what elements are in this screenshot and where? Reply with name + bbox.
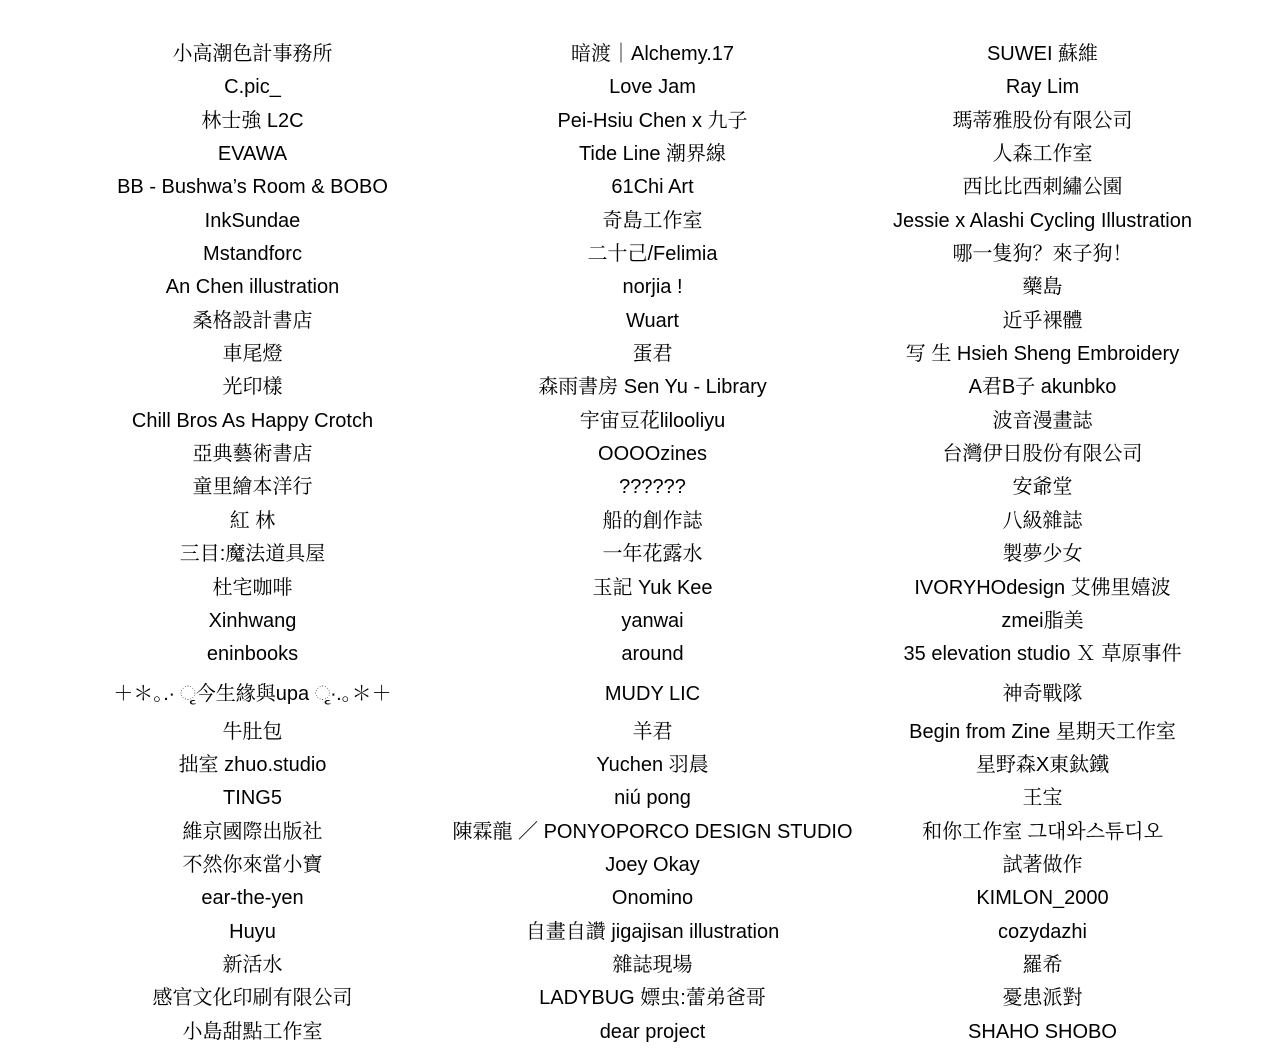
exhibitor-name: SHAHO SHOBO [968,1020,1117,1043]
exhibitor-name: 奇島工作室 [602,209,703,232]
exhibitor-name: 維京國際出版社 [182,820,323,843]
exhibitor-name: 自畫自讚 jigajisan illustration [525,920,780,943]
exhibitor-name: dear project [599,1020,706,1043]
exhibitor-name: InkSundae [204,209,301,232]
exhibitor-name: 試著做作 [1002,853,1083,876]
exhibitor-name: 雜誌現場 [612,953,693,976]
exhibitor-name: IVORYHOdesign 艾佛里嬉波 [914,576,1171,599]
exhibitor-name: Wuart [626,309,679,332]
exhibitor-name: 森雨書房 Sen Yu - Library [538,376,767,399]
exhibitor-name: TING5 [223,787,282,810]
exhibitor-name: 陳霖龍 ／ PONYOPORCO DESIGN STUDIO [452,820,853,843]
exhibitor-name: 小島甜點工作室 [182,1020,323,1043]
exhibitor-name: 蛋君 [632,343,673,366]
exhibitor-name: Pei-Hsiu Chen x 九子 [557,109,748,132]
exhibitor-name: 羅希 [1022,953,1063,976]
exhibitor-column-1 [80,38,425,1049]
exhibitor-name: 61Chi Art [611,176,694,199]
exhibitor-name: 桑格設計書店 [192,309,313,332]
exhibitor-name: 人森工作室 [992,143,1093,166]
exhibitor-name: 小高潮色計事務所 [172,43,333,65]
exhibitor-name: 星野森X東鈦鐵 [975,753,1110,776]
exhibitor-name: SUWEI 蘇維 [986,43,1099,65]
exhibitor-name: ear-the-yen [201,887,304,910]
exhibitor-name: 拙室 zhuo.studio [178,753,327,776]
exhibitor-name: 紅 林 [229,509,276,532]
exhibitor-name: 八級雜誌 [1002,509,1083,532]
exhibitor-name: BB - Bushwa’s Room & BOBO [117,176,388,199]
exhibitor-name: 安爺堂 [1012,476,1073,499]
exhibitor-name: Love Jam [609,76,696,99]
exhibitor-name: 童里繪本洋行 [192,476,313,499]
exhibitor-name: 林士強 L2C [201,109,304,132]
exhibitor-name: C.pic_ [224,76,281,99]
exhibitor-name: 一年花露水 [602,543,703,566]
exhibitor-name: ?????? [619,476,686,499]
exhibitor-name: 西比比西刺繡公園 [962,176,1123,199]
exhibitor-column-2 [440,38,865,1049]
exhibitor-name: 三目:魔法道具屋 [179,543,326,566]
exhibitor-name: Huyu [229,920,276,943]
exhibitor-name: Jessie x Alashi Cycling Illustration [892,209,1192,232]
exhibitor-name: Tide Line 潮界線 [578,143,727,166]
exhibitor-name: 新活水 [222,953,283,976]
exhibitor-name: niú pong [614,787,691,810]
exhibitor-name: 牛肚包 [222,720,283,743]
exhibitor-name: 近乎裸體 [1002,309,1083,332]
exhibitor-name: 感官文化印刷有限公司 [152,987,353,1010]
exhibitor-column-3 [870,38,1215,1049]
exhibitor-name: 製夢少女 [1002,543,1083,566]
exhibitor-name: norjia ! [622,276,683,299]
exhibitor-name: A君B子 akunbko [968,376,1117,399]
exhibitor-name: eninbooks [206,643,299,666]
exhibitor-name: Joey Okay [605,853,700,876]
exhibitor-name: cozydazhi [998,920,1087,943]
exhibitor-name: 羊君 [632,720,673,743]
exhibitor-name: 宇宙豆花lilooliyu [579,409,726,432]
exhibitor-name: EVAWA [217,143,288,166]
exhibitor-name: MUDY LIC [604,682,701,705]
exhibitor-name: 神奇戰隊 [1002,682,1083,705]
exhibitor-name: 不然你來當小寶 [182,853,323,876]
exhibitor-name: 暗渡｜Alchemy.17 [570,43,734,65]
exhibitor-name: 藥島 [1022,276,1063,299]
exhibitor-name: Begin from Zine 星期天工作室 [909,720,1176,743]
exhibitor-name: 瑪蒂雅股份有限公司 [952,109,1133,132]
exhibitor-name: 憂患派對 [1002,987,1083,1010]
exhibitor-name: Yuchen 羽晨 [596,753,709,776]
exhibitor-name: OOOOzines [598,443,707,466]
exhibitor-name: 亞典藝術書店 [192,443,313,466]
exhibitor-name: 杜宅咖啡 [212,576,293,599]
exhibitor-name: around [621,643,684,666]
exhibitor-name: Mstandforc [203,243,302,266]
exhibitor-name: Ray Lim [1005,76,1080,99]
exhibitor-name: LADYBUG 嫖虫:蕾弟爸哥 [539,987,766,1010]
exhibitor-name: 哪一隻狗？來子狗！ [952,243,1133,266]
exhibitor-name: 台灣伊日股份有限公司 [942,443,1143,466]
exhibitor-name: 二十己/Felimia [587,243,718,266]
exhibitor-name: 玉記 Yuk Kee [592,576,713,599]
exhibitor-name: 波音漫畫誌 [992,409,1093,432]
exhibitor-name: 35 elevation studio Ｘ 草原事件 [903,643,1182,666]
exhibitor-name: 王宝 [1022,787,1063,810]
exhibitor-name: ＋＊｡.∙ ૃ今生緣與upa ૃ∙.｡＊＋ [113,682,392,705]
exhibitor-name: 光印樣 [222,376,283,399]
exhibitor-name: Chill Bros As Happy Crotch [131,409,374,432]
exhibitor-name: An Chen illustration [165,276,340,299]
exhibitor-name: Xinhwang [208,609,297,632]
exhibitor-name: 和你工作室 그대와스튜디오 [922,820,1163,843]
exhibitor-name: 写 生 Hsieh Sheng Embroidery [905,343,1180,366]
exhibitor-name: KIMLON_2000 [976,887,1109,910]
exhibitor-name: 船的創作誌 [602,509,703,532]
exhibitor-name: 車尾燈 [222,343,283,366]
exhibitor-name: yanwai [621,609,684,632]
exhibitor-name: zmei脂美 [1001,609,1084,632]
exhibitor-name: Onomino [611,887,694,910]
